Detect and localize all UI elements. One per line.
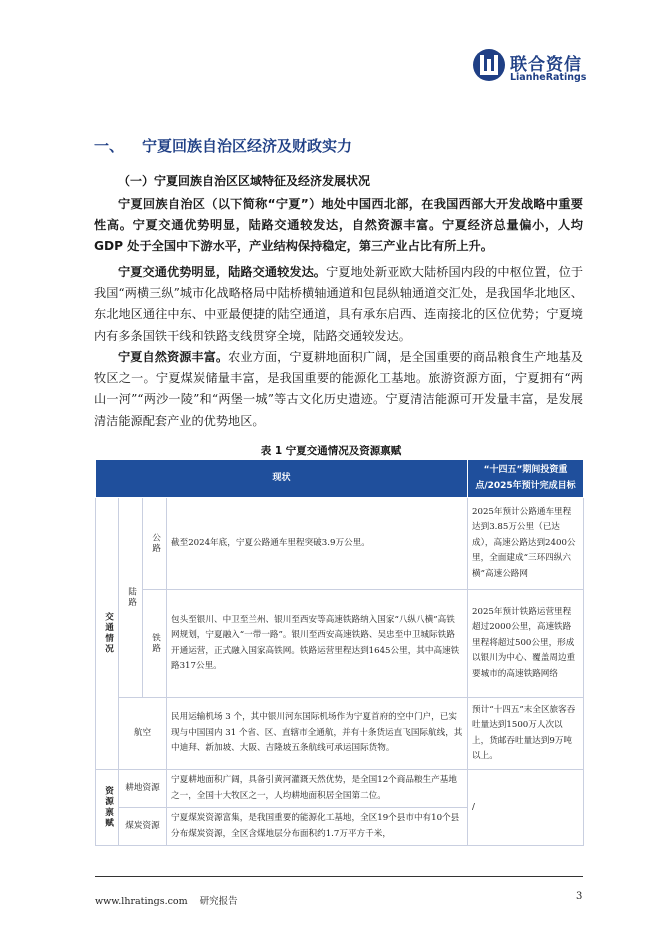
coal-status: 宁夏煤炭资源富集，是我国重要的能源化工基地，全区19个县市中有10个县分布煤炭资源，全区含煤地层分布面积约1.7万平方千米， [167, 808, 468, 846]
section-title: 宁夏回族自治区经济及财政实力 [142, 137, 353, 155]
table-row [96, 770, 584, 808]
group-resource-cell [96, 770, 119, 846]
resource-paragraph [94, 347, 583, 432]
lianhe-logo-icon [472, 48, 506, 82]
header-target: “十四五”期间投资重点/2025年预计完成目标 [468, 460, 584, 498]
footer-label: 研究报告 [199, 896, 238, 907]
group-transport-cell [96, 498, 119, 770]
transport-lead: 宁夏交通优势明显，陆路交通较发达。 [118, 265, 327, 279]
logo-name-cn: 联合资信 [510, 55, 582, 75]
table-row [96, 698, 584, 770]
logo-name-en: LianheRatings [510, 72, 587, 83]
air-label: 航空 [119, 698, 167, 770]
rail-target: 2025年预计铁路运营里程超过2000公里，高速铁路里程将超过500公里，形成以银川为中心、覆盖周边重要城市的高速铁路网络 [468, 590, 584, 698]
coal-label: 煤炭资源 [119, 808, 167, 846]
table-header-row [96, 460, 584, 498]
rail-label-cell [143, 590, 167, 698]
group-land: 陆路 [126, 586, 137, 609]
air-target: 预计“十四五”末全区旅客吞吐量达到1500万人次以上，货邮吞吐量达到9万吨以上。 [468, 698, 584, 770]
table-caption: 表 1 宁夏交通情况及资源禀赋 [260, 445, 402, 457]
farmland-status: 宁夏耕地面积广阔，具备引黄河灌溉天然优势，是全国12个商品粮生产基地之一，全国十大牧区之一，人均耕地面积居全国第二位。 [167, 770, 468, 808]
subsection-heading: （一）宁夏回族自治区区域特征及经济发展状况 [118, 174, 371, 188]
farmland-label: 耕地资源 [119, 770, 167, 808]
header-status: 现状 [96, 460, 468, 498]
air-status: 民用运输机场 3 个，其中银川河东国际机场作为宁夏首府的空中门户，已实现与中国国内 31 个省、区、直辖市全通航，并有十条货运直飞国际航线，其中迪拜、新加坡、大阪、吉隆坡五条航线可承运国际货物。 [167, 698, 468, 770]
footer-divider [95, 876, 583, 877]
section-heading [94, 135, 352, 156]
footer-left [95, 893, 238, 907]
resource-body: 农业方面，宁夏耕地面积广阔，是全国重要的商品粮食生产地基及牧区之一。宁夏煤炭储量丰富，是我国重要的能源化工基地。旅游资源方面，宁夏拥有“两山一河”“两沙一陵”和“两堡一城”等古文化历史遗迹。宁夏清洁能源可开发量丰富，是发展清洁能源配套产业的优势地区。 [94, 350, 584, 428]
resource-target: / [468, 770, 584, 846]
group-transport: 交通情况 [103, 612, 114, 655]
company-logo [472, 48, 602, 94]
transport-resource-table [95, 459, 584, 846]
table-row [96, 498, 584, 590]
rail-label: 铁路 [150, 632, 161, 655]
transport-paragraph [94, 262, 583, 347]
summary-paragraph: 宁夏回族自治区（以下简称“宁夏”）地处中国西北部，在我国西部大开发战略中重要性高。宁夏交通优势明显，陆路交通较发达，自然资源丰富。宁夏经济总量偏小，人均 GDP 处于全国中下游水平，产业结构保持稳定，第三产业占比有所上升。 [94, 197, 583, 254]
group-resource: 资源禀赋 [103, 786, 114, 829]
road-status: 截至2024年底，宁夏公路通车里程突破3.9万公里。 [167, 498, 468, 590]
transport-body: 宁夏地处新亚欧大陆桥国内段的中枢位置，位于我国“两横三纵”城市化战略格局中陆桥横轴通道和包昆纵轴通道交汇处，是我国华北地区、东北地区通往中东、中亚最便捷的陆空通道，具有承东启西、连南接北的区位优势；宁夏境内有多条国铁干线和铁路支线贯穿全境，陆路交通较发达。 [94, 265, 584, 343]
group-land-cell [119, 498, 143, 698]
road-label-cell [143, 498, 167, 590]
resource-lead: 宁夏自然资源丰富。 [118, 350, 229, 364]
page-number: 3 [576, 891, 583, 902]
section-number: 一、 [94, 137, 125, 155]
rail-status: 包头至银川、中卫至兰州、银川至西安等高速铁路纳入国家“八纵八横”高铁网规划，宁夏融入“一带一路”。银川至西安高速铁路、吴忠至中卫城际铁路开通运营，正式融入国家高铁网。铁路运营里程达到1645公里，其中高速铁路317公里。 [167, 590, 468, 698]
table-row [96, 590, 584, 698]
footer-url: www.lhratings.com [95, 896, 188, 907]
road-label: 公路 [150, 532, 161, 555]
road-target: 2025年预计公路通车里程达到3.85万公里（已达成），高速公路达到2400公里，全面建成“三环四纵六横”高速公路网 [468, 498, 584, 590]
